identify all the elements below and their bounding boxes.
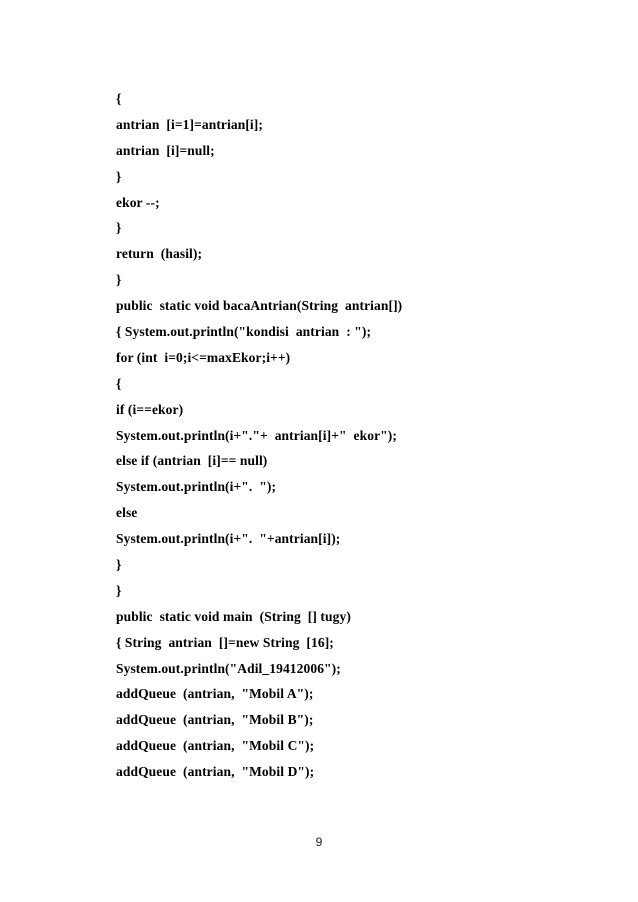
code-line: antrian [i]=null; (116, 142, 215, 158)
code-line: if (i==ekor) (116, 401, 184, 417)
code-line: } (116, 557, 122, 573)
code-line: System.out.println(i+". "+antrian[i]); (116, 531, 341, 547)
code-line: ekor --; (116, 194, 160, 210)
code-line: public static void main (String [] tugy) (116, 608, 351, 624)
code-line: addQueue (antrian, "Mobil A"); (116, 686, 314, 702)
code-line: } (116, 220, 122, 236)
code-line: public static void bacaAntrian(String antrian[]) (116, 298, 403, 314)
code-line: return (hasil); (116, 246, 203, 262)
page-number: 9 (315, 835, 323, 849)
code-line: addQueue (antrian, "Mobil C"); (116, 738, 315, 754)
code-line: { System.out.println("kondisi antrian : "); (116, 324, 372, 340)
code-line: addQueue (antrian, "Mobil D"); (116, 764, 315, 780)
code-line: else (116, 505, 138, 521)
code-line: { (116, 91, 122, 106)
code-line: else if (antrian [i]== null) (116, 453, 268, 469)
code-line: System.out.println(i+"."+ antrian[i]+" ekor"); (116, 427, 397, 443)
code-line: addQueue (antrian, "Mobil B"); (116, 712, 314, 728)
code-line: for (int i=0;i<=maxEkor;i++) (116, 349, 291, 365)
code-line: { (116, 375, 122, 391)
code-line: } (116, 582, 122, 598)
code-line: } (116, 272, 122, 288)
code-line: antrian [i=1]=antrian[i]; (116, 116, 263, 132)
code-listing (116, 86, 402, 785)
code-line: } (116, 168, 122, 184)
code-line: System.out.println("Adil_19412006"); (116, 660, 341, 676)
code-line: { String antrian []=new String [16]; (116, 634, 334, 650)
code-line: System.out.println(i+". "); (116, 479, 277, 495)
